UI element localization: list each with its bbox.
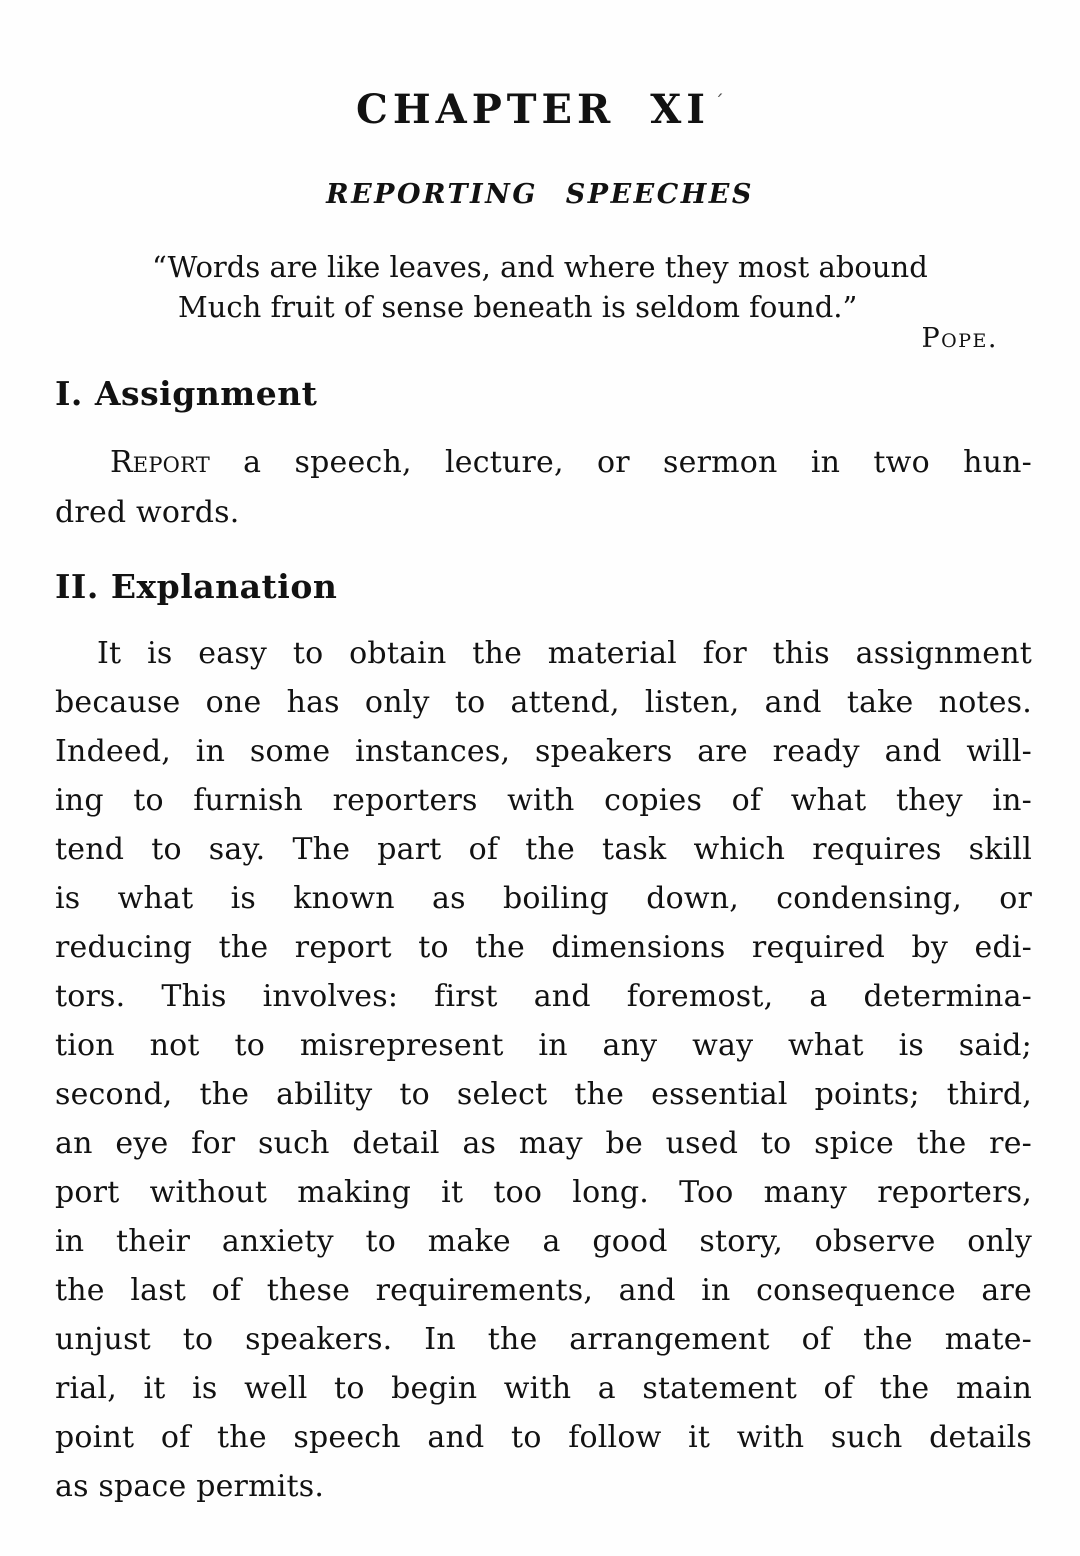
assignment-paragraph: [55, 438, 1032, 538]
text-line: Report a speech, lecture, or sermon in two hun-: [110, 445, 1032, 480]
text-line: in their anxiety to make a good story, observe only: [55, 1224, 1032, 1259]
text-line: dred words.: [55, 495, 240, 530]
text-line: tion not to misrepresent in any way what is said;: [55, 1028, 1032, 1063]
text-line: unjust to speakers. In the arrangement of the mate-: [55, 1322, 1032, 1357]
chapter-title: [0, 86, 1080, 133]
text-line: is what is known as boiling down, condensing, or: [55, 881, 1032, 916]
text-line: as space permits.: [55, 1469, 325, 1504]
text-line: ing to furnish reporters with copies of what they in-: [55, 783, 1032, 818]
chapter-title-text: CHAPTER XI: [356, 86, 710, 133]
text-line: second, the ability to select the essential points; third,: [55, 1077, 1032, 1112]
text-line: It is easy to obtain the material for this assignment: [97, 636, 1032, 671]
explanation-paragraph: [55, 629, 1032, 1511]
text-line: the last of these requirements, and in consequence are: [55, 1273, 1032, 1308]
epigraph-line: Much fruit of sense beneath is seldom found.”: [178, 290, 858, 324]
text-line: point of the speech and to follow it with such details: [55, 1420, 1032, 1455]
epigraph-line: “Words are like leaves, and where they most abound: [152, 250, 928, 284]
epigraph-quote: [152, 247, 928, 327]
text-line: port without making it too long. Too many reporters,: [55, 1175, 1032, 1210]
text-line: rial, it is well to begin with a statement of the main: [55, 1371, 1032, 1406]
text-line: tors. This involves: first and foremost, a determina-: [55, 979, 1032, 1014]
epigraph-attribution: Pope.: [921, 323, 998, 354]
text-line: reducing the report to the dimensions required by edi-: [55, 930, 1032, 965]
section-title: REPORTING SPEECHES: [326, 179, 754, 210]
small-caps-word: Report: [110, 445, 210, 480]
section-heading-assignment: I. Assignment: [55, 374, 318, 413]
scan-stray-mark: ´: [713, 89, 724, 114]
text-line: an eye for such detail as may be used to spice the re-: [55, 1126, 1032, 1161]
section-heading-explanation: II. Explanation: [55, 567, 338, 606]
text-line: because one has only to attend, listen, and take notes.: [55, 685, 1032, 720]
text-line: tend to say. The part of the task which requires skill: [55, 832, 1032, 867]
text-line: Indeed, in some instances, speakers are ready and will-: [55, 734, 1032, 769]
